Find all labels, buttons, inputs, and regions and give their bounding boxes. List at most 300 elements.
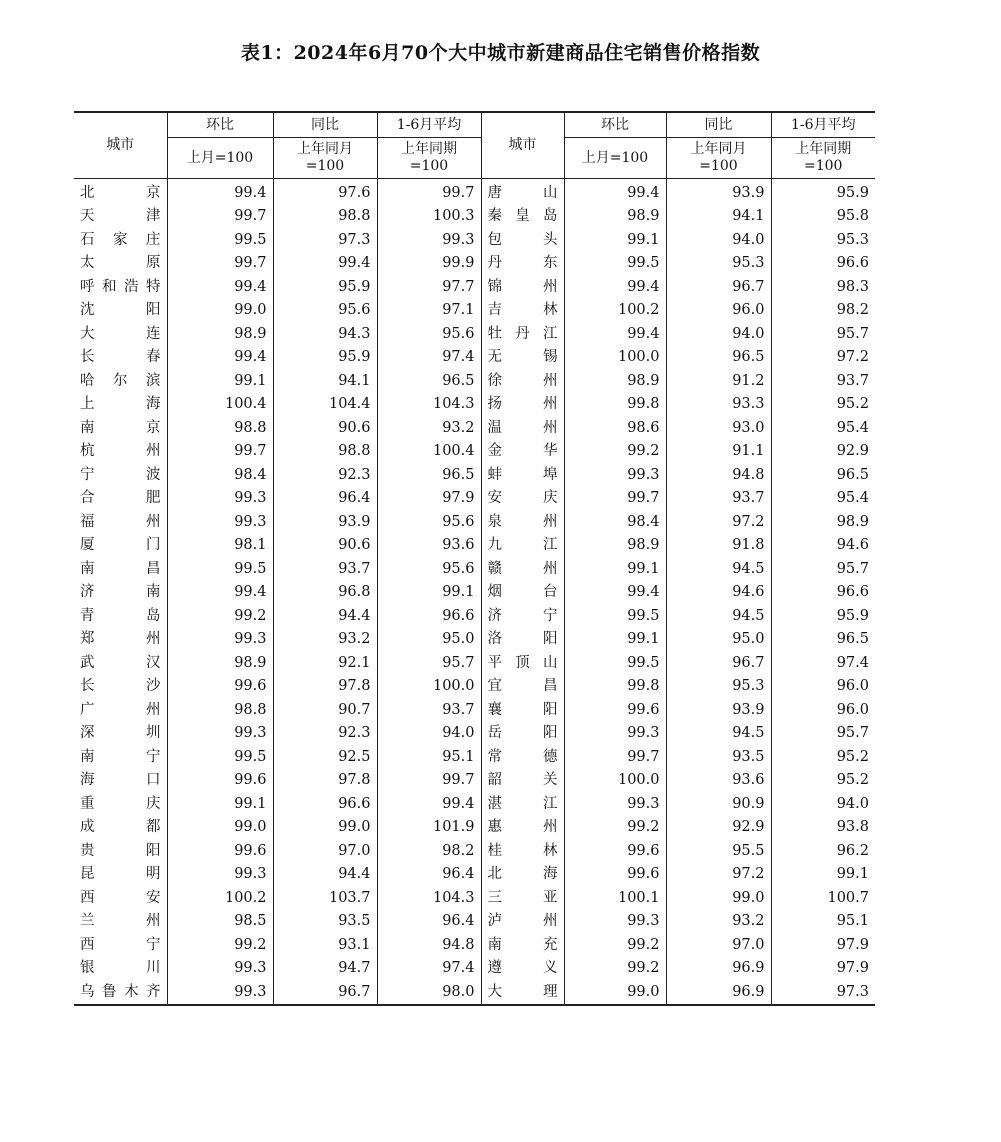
- right-avg-cell: 99.1: [836, 866, 869, 883]
- right-avg-cell: 97.4: [836, 654, 869, 671]
- header-yoy-base-right: 上年同月 =100: [666, 138, 771, 179]
- right-avg-cell: 95.1: [836, 913, 869, 930]
- left-city-cell: 南京: [74, 416, 167, 440]
- left-mom-cell: 99.5: [167, 228, 273, 252]
- left-mom-cell: 99.0: [167, 816, 273, 840]
- left-avg-cell: 96.5: [377, 463, 481, 487]
- left-yoy-cell: 97.8: [273, 675, 377, 699]
- right-avg-cell: 96.0: [836, 678, 869, 695]
- right-yoy-cell: 94.5: [666, 604, 771, 628]
- left-avg-cell: 97.9: [377, 487, 481, 511]
- table-row: [74, 698, 875, 722]
- left-avg-cell: 100.3: [377, 205, 481, 229]
- right-city-cell: 安庆: [481, 487, 564, 511]
- left-avg-cell: 99.7: [377, 179, 481, 205]
- right-city-cell: 丹东: [481, 252, 564, 276]
- table-row: [74, 252, 875, 276]
- right-yoy-cell: 91.2: [666, 369, 771, 393]
- price-index-table: [74, 111, 875, 1006]
- right-city-cell: 宜昌: [481, 675, 564, 699]
- header-mom-right: 环比: [564, 112, 666, 138]
- right-avg-cell: 98.2: [836, 302, 869, 319]
- left-avg-cell: 97.7: [377, 275, 481, 299]
- table-row: [74, 604, 875, 628]
- left-city-cell: 郑州: [74, 628, 167, 652]
- left-yoy-cell: 99.4: [273, 252, 377, 276]
- left-city-cell: 长春: [74, 346, 167, 370]
- left-city-cell: 昆明: [74, 863, 167, 887]
- right-avg-cell: 95.2: [836, 748, 869, 765]
- left-mom-cell: 99.3: [167, 957, 273, 981]
- right-mom-cell: 99.1: [564, 628, 666, 652]
- left-yoy-cell: 93.2: [273, 628, 377, 652]
- left-city-cell: 贵阳: [74, 839, 167, 863]
- left-city-cell: 福州: [74, 510, 167, 534]
- header-mom-left: 环比: [167, 112, 273, 138]
- left-yoy-cell: 97.0: [273, 839, 377, 863]
- left-city-cell: 海口: [74, 769, 167, 793]
- right-yoy-cell: 94.0: [666, 228, 771, 252]
- table-row: [74, 957, 875, 981]
- left-mom-cell: 99.2: [167, 933, 273, 957]
- header-mom-base-right: 上月=100: [564, 138, 666, 179]
- right-city-cell: 三亚: [481, 886, 564, 910]
- left-city-cell: 南宁: [74, 745, 167, 769]
- left-avg-cell: 93.6: [377, 534, 481, 558]
- right-city-cell: 温州: [481, 416, 564, 440]
- left-city-cell: 呼和浩特: [74, 275, 167, 299]
- right-mom-cell: 99.3: [564, 792, 666, 816]
- left-avg-cell: 99.4: [377, 792, 481, 816]
- left-avg-cell: 93.2: [377, 416, 481, 440]
- right-mom-cell: 99.2: [564, 933, 666, 957]
- right-city-cell: 湛江: [481, 792, 564, 816]
- right-city-cell: 大理: [481, 980, 564, 1005]
- left-yoy-cell: 94.1: [273, 369, 377, 393]
- right-mom-cell: 99.8: [564, 675, 666, 699]
- right-yoy-cell: 91.8: [666, 534, 771, 558]
- right-avg-cell: 96.2: [836, 842, 869, 859]
- right-avg-cell: 94.6: [836, 537, 869, 554]
- right-city-cell: 赣州: [481, 557, 564, 581]
- left-yoy-cell: 90.7: [273, 698, 377, 722]
- left-city-cell: 西宁: [74, 933, 167, 957]
- left-mom-cell: 100.2: [167, 886, 273, 910]
- right-city-cell: 泉州: [481, 510, 564, 534]
- left-mom-cell: 99.4: [167, 179, 273, 205]
- left-avg-cell: 94.0: [377, 722, 481, 746]
- left-city-cell: 厦门: [74, 534, 167, 558]
- right-yoy-cell: 90.9: [666, 792, 771, 816]
- header-avg-left: 1-6月平均: [377, 112, 481, 138]
- table-row: [74, 369, 875, 393]
- right-avg-cell: 96.5: [836, 631, 869, 648]
- right-mom-cell: 99.6: [564, 863, 666, 887]
- left-city-cell: 宁波: [74, 463, 167, 487]
- right-mom-cell: 98.9: [564, 534, 666, 558]
- right-avg-cell: 94.0: [836, 795, 869, 812]
- right-avg-cell: 97.9: [836, 936, 869, 953]
- left-yoy-cell: 92.1: [273, 651, 377, 675]
- header-avg-base-right: 上年同期 =100: [771, 138, 875, 179]
- right-city-cell: 唐山: [481, 179, 564, 205]
- right-mom-cell: 99.4: [564, 275, 666, 299]
- table-row: [74, 792, 875, 816]
- right-avg-cell: 97.9: [836, 960, 869, 977]
- right-yoy-cell: 97.2: [666, 510, 771, 534]
- left-city-cell: 太原: [74, 252, 167, 276]
- right-city-cell: 洛阳: [481, 628, 564, 652]
- table-row: [74, 863, 875, 887]
- right-avg-cell: 95.2: [836, 396, 869, 413]
- right-mom-cell: 99.7: [564, 745, 666, 769]
- left-avg-cell: 100.0: [377, 675, 481, 699]
- left-city-cell: 大连: [74, 322, 167, 346]
- left-yoy-cell: 96.7: [273, 980, 377, 1005]
- right-avg-cell: 95.4: [836, 490, 869, 507]
- left-yoy-cell: 98.8: [273, 440, 377, 464]
- right-avg-cell: 95.7: [836, 725, 869, 742]
- left-city-cell: 上海: [74, 393, 167, 417]
- right-yoy-cell: 95.3: [666, 252, 771, 276]
- left-mom-cell: 98.1: [167, 534, 273, 558]
- left-city-cell: 天津: [74, 205, 167, 229]
- right-city-cell: 蚌埠: [481, 463, 564, 487]
- left-avg-cell: 97.4: [377, 957, 481, 981]
- left-yoy-cell: 96.4: [273, 487, 377, 511]
- left-mom-cell: 99.4: [167, 346, 273, 370]
- right-avg-cell: 93.7: [836, 372, 869, 389]
- left-mom-cell: 99.1: [167, 792, 273, 816]
- left-mom-cell: 98.8: [167, 416, 273, 440]
- right-yoy-cell: 94.1: [666, 205, 771, 229]
- left-avg-cell: 101.9: [377, 816, 481, 840]
- table-row: [74, 416, 875, 440]
- right-avg-cell: 95.2: [836, 772, 869, 789]
- right-avg-cell: 92.9: [836, 443, 869, 460]
- right-yoy-cell: 93.0: [666, 416, 771, 440]
- right-mom-cell: 100.0: [564, 769, 666, 793]
- left-yoy-cell: 94.4: [273, 604, 377, 628]
- right-avg-cell: 97.2: [836, 349, 869, 366]
- table-row: [74, 275, 875, 299]
- right-mom-cell: 99.3: [564, 722, 666, 746]
- left-yoy-cell: 90.6: [273, 416, 377, 440]
- right-avg-cell: 95.3: [836, 231, 869, 248]
- right-yoy-cell: 93.7: [666, 487, 771, 511]
- right-avg-cell: 98.9: [836, 513, 869, 530]
- left-yoy-cell: 98.8: [273, 205, 377, 229]
- right-mom-cell: 99.6: [564, 839, 666, 863]
- right-mom-cell: 99.4: [564, 179, 666, 205]
- left-mom-cell: 100.4: [167, 393, 273, 417]
- header-yoy-base-left: 上年同月 =100: [273, 138, 377, 179]
- left-avg-cell: 95.6: [377, 557, 481, 581]
- right-city-cell: 平顶山: [481, 651, 564, 675]
- right-mom-cell: 100.0: [564, 346, 666, 370]
- table-row: [74, 228, 875, 252]
- right-city-cell: 吉林: [481, 299, 564, 323]
- left-city-cell: 济南: [74, 581, 167, 605]
- right-mom-cell: 99.5: [564, 252, 666, 276]
- left-avg-cell: 99.3: [377, 228, 481, 252]
- right-city-cell: 烟台: [481, 581, 564, 605]
- left-mom-cell: 99.7: [167, 252, 273, 276]
- left-mom-cell: 99.6: [167, 769, 273, 793]
- right-city-cell: 桂林: [481, 839, 564, 863]
- left-mom-cell: 98.8: [167, 698, 273, 722]
- left-yoy-cell: 92.5: [273, 745, 377, 769]
- left-mom-cell: 99.6: [167, 675, 273, 699]
- right-mom-cell: 99.1: [564, 557, 666, 581]
- left-avg-cell: 94.8: [377, 933, 481, 957]
- left-avg-cell: 96.4: [377, 863, 481, 887]
- right-yoy-cell: 95.3: [666, 675, 771, 699]
- left-yoy-cell: 95.9: [273, 346, 377, 370]
- left-city-cell: 长沙: [74, 675, 167, 699]
- left-avg-cell: 98.0: [377, 980, 481, 1005]
- right-avg-cell: 96.5: [836, 466, 869, 483]
- left-city-cell: 南昌: [74, 557, 167, 581]
- left-yoy-cell: 92.3: [273, 463, 377, 487]
- left-mom-cell: 99.2: [167, 604, 273, 628]
- header-city-right: 城市: [481, 112, 564, 179]
- left-mom-cell: 98.5: [167, 910, 273, 934]
- right-mom-cell: 99.2: [564, 816, 666, 840]
- right-mom-cell: 99.5: [564, 651, 666, 675]
- left-avg-cell: 99.9: [377, 252, 481, 276]
- table-row: [74, 510, 875, 534]
- table-row: [74, 980, 875, 1005]
- left-mom-cell: 99.3: [167, 722, 273, 746]
- right-avg-cell: 96.6: [836, 584, 869, 601]
- right-avg-cell: 98.3: [836, 278, 869, 295]
- right-yoy-cell: 96.0: [666, 299, 771, 323]
- left-avg-cell: 93.7: [377, 698, 481, 722]
- right-mom-cell: 99.4: [564, 322, 666, 346]
- left-mom-cell: 98.9: [167, 651, 273, 675]
- right-mom-cell: 99.2: [564, 440, 666, 464]
- left-avg-cell: 97.1: [377, 299, 481, 323]
- left-avg-cell: 96.6: [377, 604, 481, 628]
- right-city-cell: 包头: [481, 228, 564, 252]
- left-city-cell: 乌鲁木齐: [74, 980, 167, 1005]
- right-avg-cell: 95.7: [836, 560, 869, 577]
- right-avg-cell: 95.8: [836, 208, 869, 225]
- left-city-cell: 深圳: [74, 722, 167, 746]
- right-yoy-cell: 99.0: [666, 886, 771, 910]
- left-yoy-cell: 103.7: [273, 886, 377, 910]
- table-row: [74, 440, 875, 464]
- right-mom-cell: 99.3: [564, 463, 666, 487]
- left-city-cell: 合肥: [74, 487, 167, 511]
- left-mom-cell: 99.3: [167, 487, 273, 511]
- table-row: [74, 299, 875, 323]
- left-city-cell: 西安: [74, 886, 167, 910]
- left-yoy-cell: 97.3: [273, 228, 377, 252]
- right-city-cell: 惠州: [481, 816, 564, 840]
- left-mom-cell: 98.4: [167, 463, 273, 487]
- left-mom-cell: 99.5: [167, 557, 273, 581]
- right-city-cell: 岳阳: [481, 722, 564, 746]
- right-yoy-cell: 92.9: [666, 816, 771, 840]
- left-mom-cell: 99.3: [167, 510, 273, 534]
- left-avg-cell: 96.5: [377, 369, 481, 393]
- right-mom-cell: 98.6: [564, 416, 666, 440]
- left-city-cell: 杭州: [74, 440, 167, 464]
- right-city-cell: 遵义: [481, 957, 564, 981]
- table-row: [74, 628, 875, 652]
- left-yoy-cell: 94.3: [273, 322, 377, 346]
- right-yoy-cell: 96.7: [666, 651, 771, 675]
- right-city-cell: 常德: [481, 745, 564, 769]
- left-avg-cell: 104.3: [377, 393, 481, 417]
- right-mom-cell: 99.1: [564, 228, 666, 252]
- left-avg-cell: 95.1: [377, 745, 481, 769]
- right-city-cell: 牡丹江: [481, 322, 564, 346]
- left-city-cell: 北京: [74, 179, 167, 205]
- left-avg-cell: 98.2: [377, 839, 481, 863]
- left-yoy-cell: 96.6: [273, 792, 377, 816]
- right-city-cell: 九江: [481, 534, 564, 558]
- header-avg-base-left: 上年同期 =100: [377, 138, 481, 179]
- right-city-cell: 锦州: [481, 275, 564, 299]
- left-mom-cell: 99.7: [167, 205, 273, 229]
- right-mom-cell: 99.0: [564, 980, 666, 1005]
- right-city-cell: 无锡: [481, 346, 564, 370]
- left-yoy-cell: 93.9: [273, 510, 377, 534]
- table-row: [74, 651, 875, 675]
- right-yoy-cell: 94.0: [666, 322, 771, 346]
- left-yoy-cell: 93.1: [273, 933, 377, 957]
- left-city-cell: 成都: [74, 816, 167, 840]
- left-mom-cell: 99.4: [167, 581, 273, 605]
- right-yoy-cell: 91.1: [666, 440, 771, 464]
- left-yoy-cell: 99.0: [273, 816, 377, 840]
- table-row: [74, 886, 875, 910]
- header-yoy-right: 同比: [666, 112, 771, 138]
- right-avg-cell: 96.6: [836, 255, 869, 272]
- left-yoy-cell: 96.8: [273, 581, 377, 605]
- table-row: [74, 534, 875, 558]
- right-city-cell: 济宁: [481, 604, 564, 628]
- table-row: [74, 205, 875, 229]
- left-mom-cell: 99.5: [167, 745, 273, 769]
- right-avg-cell: 95.4: [836, 419, 869, 436]
- table-row: [74, 581, 875, 605]
- right-yoy-cell: 93.3: [666, 393, 771, 417]
- left-yoy-cell: 95.6: [273, 299, 377, 323]
- table-row: [74, 322, 875, 346]
- right-city-cell: 北海: [481, 863, 564, 887]
- header-mom-base-left: 上月=100: [167, 138, 273, 179]
- table-row: [74, 487, 875, 511]
- right-yoy-cell: 96.5: [666, 346, 771, 370]
- right-mom-cell: 99.5: [564, 604, 666, 628]
- right-mom-cell: 100.1: [564, 886, 666, 910]
- right-mom-cell: 99.2: [564, 957, 666, 981]
- right-mom-cell: 99.3: [564, 910, 666, 934]
- left-mom-cell: 99.6: [167, 839, 273, 863]
- left-avg-cell: 95.0: [377, 628, 481, 652]
- right-mom-cell: 98.9: [564, 369, 666, 393]
- table-row: [74, 675, 875, 699]
- left-yoy-cell: 95.9: [273, 275, 377, 299]
- right-yoy-cell: 94.5: [666, 722, 771, 746]
- left-yoy-cell: 94.4: [273, 863, 377, 887]
- table-row: [74, 179, 875, 205]
- left-yoy-cell: 94.7: [273, 957, 377, 981]
- right-city-cell: 扬州: [481, 393, 564, 417]
- left-yoy-cell: 93.7: [273, 557, 377, 581]
- header-city-left: 城市: [74, 112, 167, 179]
- table-row: [74, 910, 875, 934]
- left-avg-cell: 100.4: [377, 440, 481, 464]
- right-mom-cell: 98.9: [564, 205, 666, 229]
- table-row: [74, 557, 875, 581]
- right-yoy-cell: 93.6: [666, 769, 771, 793]
- right-avg-cell: 95.7: [836, 325, 869, 342]
- right-yoy-cell: 95.5: [666, 839, 771, 863]
- right-mom-cell: 100.2: [564, 299, 666, 323]
- right-yoy-cell: 93.5: [666, 745, 771, 769]
- table-row: [74, 839, 875, 863]
- left-city-cell: 武汉: [74, 651, 167, 675]
- left-city-cell: 哈尔滨: [74, 369, 167, 393]
- left-avg-cell: 99.1: [377, 581, 481, 605]
- page-title: 表1：2024年6月70个大中城市新建商品住宅销售价格指数: [240, 42, 761, 64]
- right-city-cell: 南充: [481, 933, 564, 957]
- left-mom-cell: 98.9: [167, 322, 273, 346]
- left-avg-cell: 95.6: [377, 322, 481, 346]
- right-yoy-cell: 96.7: [666, 275, 771, 299]
- left-mom-cell: 99.4: [167, 275, 273, 299]
- left-avg-cell: 95.6: [377, 510, 481, 534]
- right-city-cell: 徐州: [481, 369, 564, 393]
- left-city-cell: 石家庄: [74, 228, 167, 252]
- left-avg-cell: 96.4: [377, 910, 481, 934]
- left-avg-cell: 104.3: [377, 886, 481, 910]
- right-yoy-cell: 96.9: [666, 980, 771, 1005]
- table-row: [74, 722, 875, 746]
- right-city-cell: 泸州: [481, 910, 564, 934]
- right-yoy-cell: 97.0: [666, 933, 771, 957]
- right-avg-cell: 96.0: [836, 701, 869, 718]
- right-avg-cell: 95.9: [836, 607, 869, 624]
- left-yoy-cell: 97.8: [273, 769, 377, 793]
- left-mom-cell: 99.0: [167, 299, 273, 323]
- right-city-cell: 秦皇岛: [481, 205, 564, 229]
- right-yoy-cell: 94.8: [666, 463, 771, 487]
- right-yoy-cell: 94.6: [666, 581, 771, 605]
- left-avg-cell: 95.7: [377, 651, 481, 675]
- left-city-cell: 银川: [74, 957, 167, 981]
- left-yoy-cell: 93.5: [273, 910, 377, 934]
- table-row: [74, 463, 875, 487]
- header-avg-right: 1-6月平均: [771, 112, 875, 138]
- table-row: [74, 745, 875, 769]
- table-row: [74, 933, 875, 957]
- right-avg-cell: 100.7: [827, 889, 869, 906]
- left-mom-cell: 99.7: [167, 440, 273, 464]
- right-yoy-cell: 93.9: [666, 698, 771, 722]
- right-mom-cell: 99.6: [564, 698, 666, 722]
- right-avg-cell: 95.9: [836, 184, 869, 201]
- right-avg-cell: 93.8: [836, 819, 869, 836]
- left-city-cell: 青岛: [74, 604, 167, 628]
- header-yoy-left: 同比: [273, 112, 377, 138]
- right-avg-cell: 97.3: [771, 980, 875, 1005]
